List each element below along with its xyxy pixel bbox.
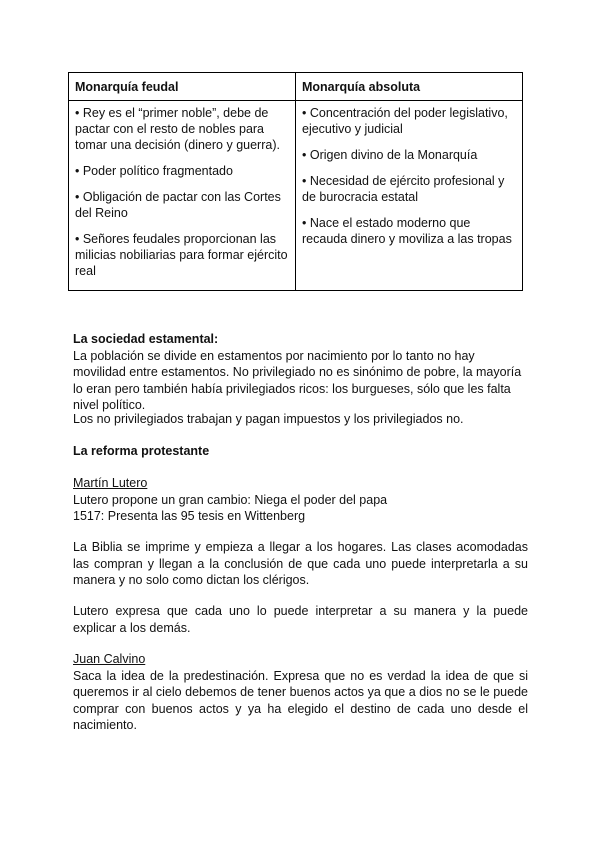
paragraph-no-privilegiados: Los no privilegiados trabajan y pagan impuestos y los privilegiados no.: [73, 412, 464, 426]
list-item: • Obligación de pactar con las Cortes del Reino: [75, 190, 281, 220]
list-item: • Nace el estado moderno que recauda dinero y moviliza a las tropas: [302, 216, 512, 246]
list-item: • Necesidad de ejército profesional y de burocracia estatal: [302, 174, 505, 204]
cell-absoluta: [296, 101, 523, 291]
paragraph: 1517: Presenta las 95 tesis en Wittenberg: [73, 509, 306, 524]
list-item: • Señores feudales proporcionan las milicias nobiliarias para formar ejército real: [75, 232, 288, 278]
table-row: [69, 101, 523, 291]
comparison-table: [68, 72, 523, 291]
table-header-row: [69, 73, 523, 101]
cell-feudal: [69, 101, 296, 291]
section-title-reforma: La reforma protestante: [73, 444, 210, 458]
paragraph-interpretar: Lutero expresa que cada uno lo puede interpretar a su manera y la puede explicar a los demás.: [73, 604, 528, 635]
header-monarquia-absoluta: Monarquía absoluta: [296, 73, 523, 101]
paragraph: Lutero propone un gran cambio: Niega el poder del papa: [73, 492, 388, 507]
list-item: • Poder político fragmentado: [75, 164, 233, 178]
header-monarquia-feudal: Monarquía feudal: [69, 73, 296, 101]
section-title: La sociedad estamental:: [73, 332, 219, 346]
subsection-title-calvino: Juan Calvino: [73, 652, 146, 666]
section-lutero: [73, 475, 528, 525]
section-sociedad: [73, 331, 528, 414]
paragraph: Saca la idea de la predestinación. Expresa que no es verdad la idea de que si queremos ir al cielo debemos de tener buenos actos ya que a dios no se le puede comprar con buenos actos y ya ha elegido el destino de cada uno desde el nacimiento.: [73, 668, 528, 733]
section-calvino: [73, 651, 528, 734]
list-item: • Rey es el “primer noble”, debe de pactar con el resto de nobles para tomar una decisión (dinero y guerra).: [75, 106, 280, 152]
subsection-title-lutero: Martín Lutero: [73, 476, 148, 490]
paragraph-biblia: La Biblia se imprime y empieza a llegar a los hogares. Las clases acomodadas las compran y llegan a la conclusión de que cada uno puede interpretarla a su manera y no solo como dictan los clérigos.: [73, 540, 528, 588]
list-item: • Origen divino de la Monarquía: [302, 148, 478, 162]
list-item: • Concentración del poder legislativo, ejecutivo y judicial: [302, 106, 508, 136]
paragraph: La población se divide en estamentos por nacimiento por lo tanto no hay movilidad entre estamentos. No privilegiado no es sinónimo de pobre, la mayoría lo eran pero también había privilegiados ricos: los burgueses, sólo que les falta nivel político.: [73, 348, 522, 413]
